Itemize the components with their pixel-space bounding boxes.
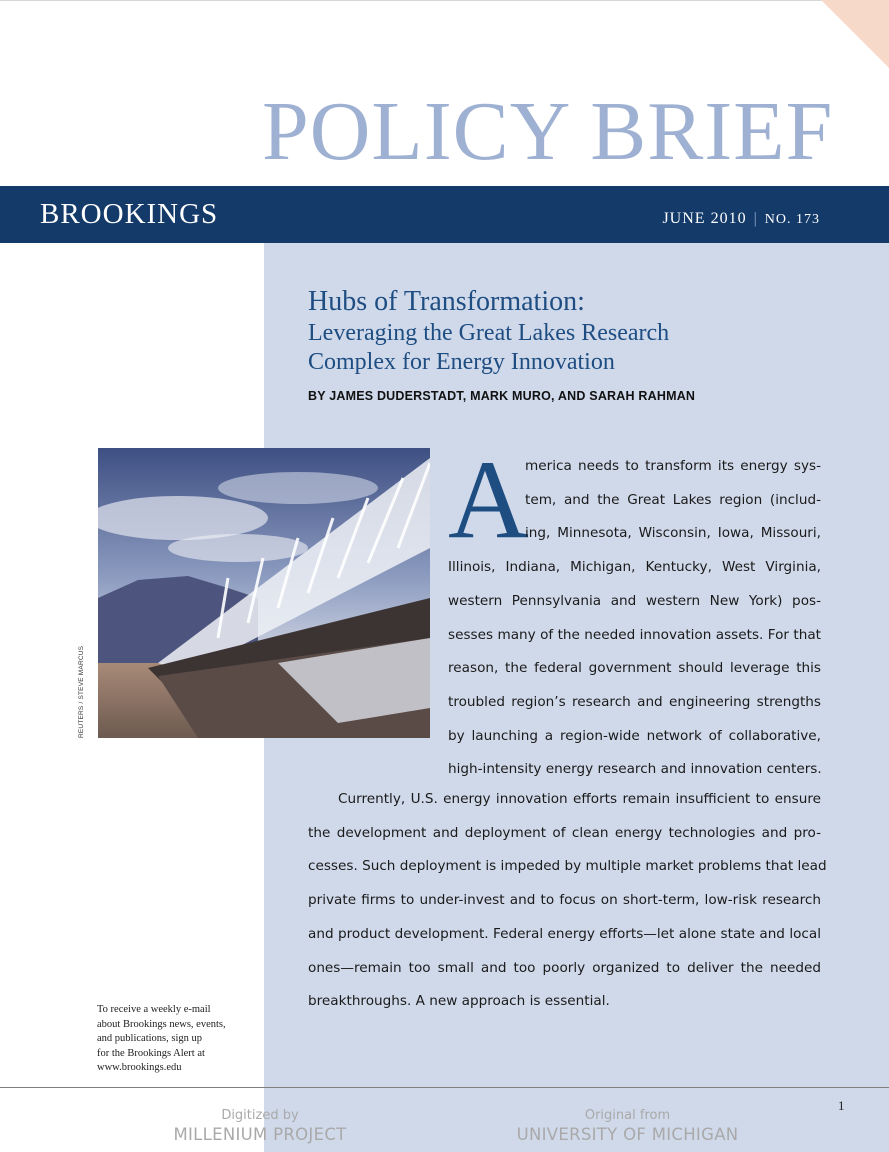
page-top-border — [0, 0, 889, 1]
issue-separator: | — [753, 210, 758, 227]
second-paragraph — [308, 783, 827, 1019]
signup-line: To receive a weekly e-mail — [97, 1004, 211, 1015]
solar-array-photo — [98, 448, 430, 738]
paragraph-line: merica needs to transform its energy sys- — [525, 458, 821, 474]
paragraph-line: sesses many of the needed innovation assets. For that — [448, 626, 821, 643]
intro-paragraph — [448, 450, 821, 787]
paragraph-line: tem, and the Great Lakes region (includ- — [525, 491, 821, 508]
brief-title: Hubs of Transformation: — [308, 286, 585, 317]
title-block — [308, 285, 848, 403]
watermark-source: UNIVERSITY OF MICHIGAN — [516, 1125, 739, 1144]
masthead-title: POLICY BRIEF — [262, 85, 834, 178]
paragraph-line: private firms to under-invest and to focus on short-term, low-risk research — [308, 892, 821, 909]
brief-subtitle-line-2: Complex for Energy Innovation — [308, 349, 615, 375]
footer-rule — [0, 1087, 889, 1088]
original-from-watermark — [505, 1107, 750, 1145]
watermark-label: Original from — [584, 1108, 671, 1123]
signup-line: for the Brookings Alert at — [97, 1047, 205, 1059]
paragraph-line: western Pennsylvania and western New York) pos- — [448, 592, 821, 609]
brief-subtitle-line-1: Leveraging the Great Lakes Research — [308, 320, 670, 346]
issue-date: JUNE 2010 — [662, 210, 747, 227]
page-number: 1 — [838, 1098, 845, 1113]
signup-url[interactable]: www.brookings.edu — [97, 1062, 182, 1073]
issue-info — [662, 210, 820, 228]
paragraph-line: Illinois, Indiana, Michigan, Kentucky, West Virginia, — [448, 559, 821, 576]
paragraph-line: high-intensity energy research and innovation centers. — [448, 761, 822, 778]
drop-cap: A — [448, 438, 529, 562]
digitized-by-watermark — [160, 1107, 360, 1145]
paragraph-line: Currently, U.S. energy innovation efforts remain insufficient to ensure — [338, 791, 821, 807]
paragraph-line: troubled region’s research and engineering strengths — [448, 693, 821, 710]
issue-number: NO. 173 — [764, 212, 820, 227]
signup-line: about Brookings news, events, — [97, 1018, 226, 1030]
paragraph-line: reason, the federal government should leverage this — [448, 660, 821, 677]
paragraph-line: ing, Minnesota, Wisconsin, Iowa, Missouri, — [525, 525, 821, 542]
paragraph-line: and product development. Federal energy efforts—let alone state and local — [308, 925, 821, 942]
page-corner-accent — [821, 0, 889, 68]
watermark-label: Digitized by — [221, 1108, 299, 1123]
alert-signup-note — [97, 1003, 267, 1076]
paragraph-line: by launching a region-wide network of collaborative, — [448, 727, 821, 744]
paragraph-line: the development and deployment of clean energy technologies and pro- — [308, 824, 821, 841]
header-band — [0, 186, 889, 243]
photo-credit: REUTERS / STEVE MARCUS — [78, 645, 85, 738]
signup-line: and publications, sign up — [97, 1033, 202, 1044]
byline: BY JAMES DUDERSTADT, MARK MURO, AND SARAH RAHMAN — [308, 389, 696, 403]
paragraph-line: cesses. Such deployment is impeded by multiple market problems that lead — [308, 858, 827, 875]
paragraph-line: ones—remain too small and too poorly organized to deliver the needed — [308, 959, 821, 976]
watermark-source: MILLENIUM PROJECT — [173, 1125, 347, 1144]
brookings-logo: BROOKINGS — [40, 198, 219, 230]
paragraph-line: breakthroughs. A new approach is essential. — [308, 993, 610, 1010]
